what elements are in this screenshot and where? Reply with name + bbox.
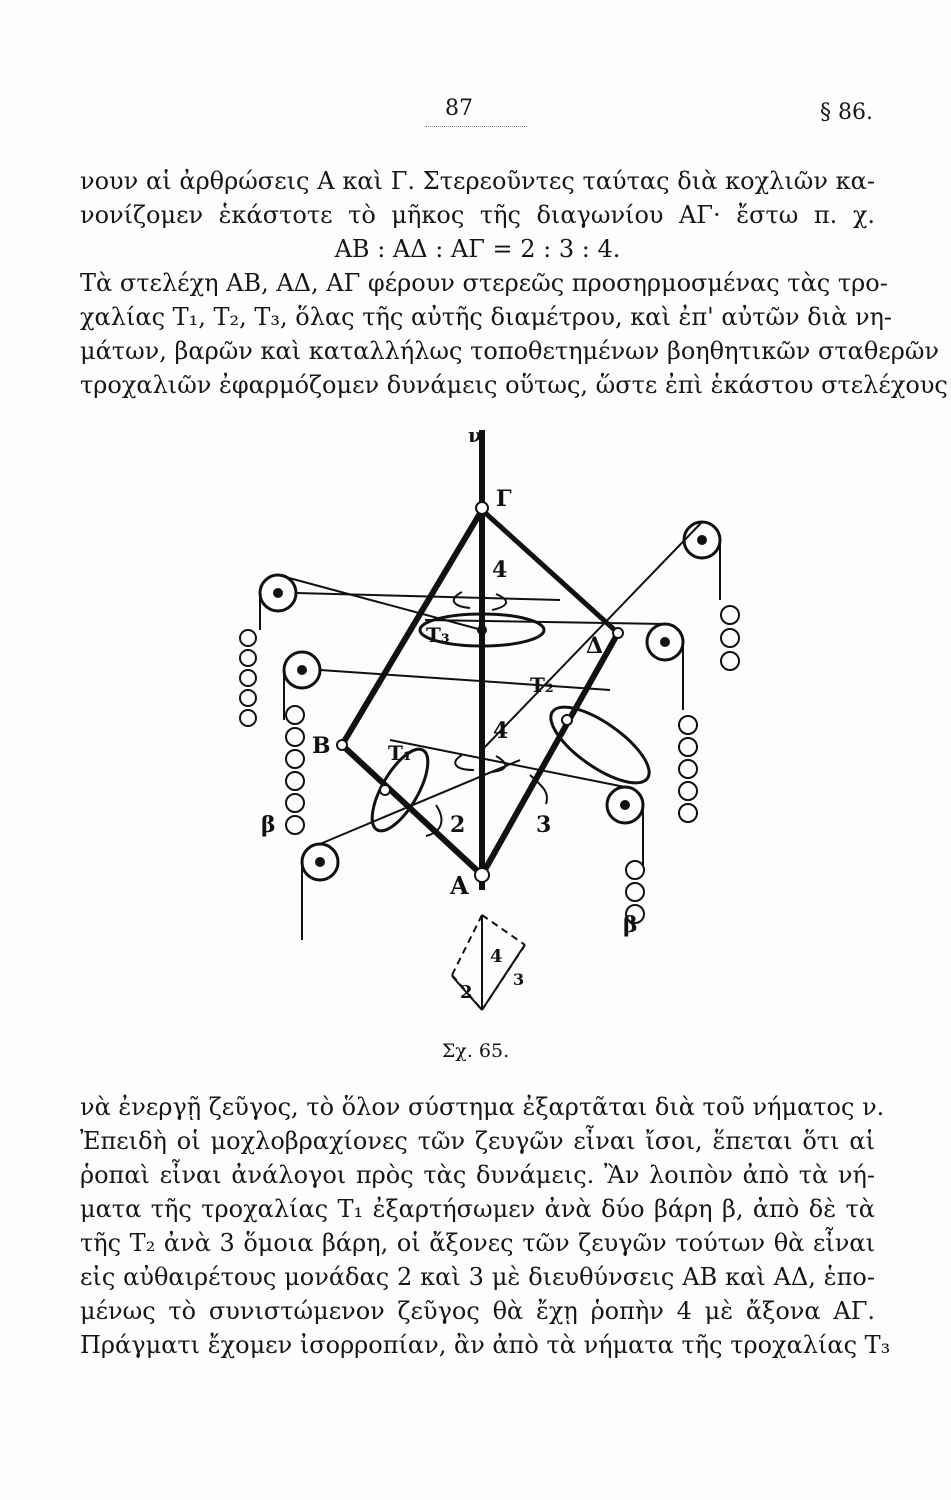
text-line: Ἐπειδὴ οἱ μοχλοβραχίονες τῶν ζευγῶν εἶναι ἴσοι, ἕπεται ὅτι αἱ (80, 1127, 875, 1155)
running-head (0, 96, 951, 136)
label-vec-two: 2 (460, 982, 473, 1003)
label-alpha: Α (450, 871, 469, 900)
weights-left-mid (286, 706, 304, 834)
text-line: νουν αἱ ἀρθρώσεις Α καὶ Γ. Στερεοῦντες ταύτας διὰ κοχλιῶν κα- (80, 167, 875, 195)
rotation-arrow (492, 594, 506, 610)
weights-left-top (240, 630, 256, 726)
rod-delta-alpha (482, 633, 618, 875)
label-two: 2 (450, 812, 466, 838)
label-vec-three: 3 (513, 970, 525, 989)
text-line: τροχαλιῶν ἐφαρμόζομεν δυνάμεις οὕτως, ὥστε ἐπὶ ἑκάστου στελέχους (80, 371, 948, 399)
label-four-top: 4 (492, 557, 508, 583)
label-beta: Β (312, 733, 331, 759)
header-rule (425, 126, 527, 127)
label-t1: T₁ (388, 741, 412, 765)
text-line: χαλίας T₁, T₂, T₃, ὅλας τῆς αὐτῆς διαμέτρου, καὶ ἐπ' αὐτῶν διὰ νη- (80, 303, 893, 331)
text-line: Πράγματι ἔχομεν ἰσορροπίαν, ἂν ἀπὸ τὰ νήματα τῆς τροχαλίας T₃ (80, 1331, 891, 1359)
text-line: νονίζομεν ἑκάστοτε τὸ μῆκος τῆς διαγωνίου ΑΓ· ἔστω π. χ. (80, 201, 875, 229)
label-three: 3 (536, 812, 552, 838)
top-paragraph (80, 164, 948, 402)
label-beta-left: β (261, 812, 276, 838)
label-vec-four: 4 (490, 946, 503, 967)
label-delta: Δ (586, 633, 604, 659)
text-line: Τὰ στελέχη ΑΒ, ΑΔ, ΑΓ φέρουν στερεῶς προσηρμοσμένας τὰς τρο- (80, 269, 888, 297)
bottom-paragraph (80, 1090, 891, 1362)
pulley-diagram (230, 420, 750, 1060)
rotation-arrow (454, 592, 470, 608)
label-nu: ν (468, 423, 482, 447)
text-line: μένως τὸ συνιστώμενον ζεῦγος θὰ ἔχῃ ῥοπὴν 4 μὲ ἄξονα ΑΓ. (80, 1297, 875, 1325)
figure-caption: Σχ. 65. (441, 1040, 510, 1062)
joint-gamma (476, 502, 488, 514)
text-line: νὰ ἐνεργῇ ζεῦγος, τὸ ὅλον σύστημα ἐξαρτᾶται διὰ τοῦ νήματος ν. (80, 1093, 885, 1121)
label-t3: T₃ (426, 623, 450, 647)
rod-gamma-beta (342, 510, 482, 745)
text-line: μάτων, βαρῶν καὶ καταλλήλως τοποθετημένων βοηθητικῶν σταθερῶν (80, 337, 939, 365)
section-number: § 86. (820, 100, 873, 125)
label-beta-right: β (623, 912, 638, 938)
joint-beta (337, 740, 347, 750)
text-line: ῥοπαὶ εἶναι ἀνάλογοι πρὸς τὰς δυνάμεις. Ἂν λοιπὸν ἀπὸ τὰ νή- (80, 1161, 875, 1189)
label-gamma: Γ (496, 486, 512, 512)
rod-beta-alpha (342, 745, 482, 875)
figure-65 (230, 420, 750, 1060)
page-number: 87 (445, 96, 473, 121)
ratio-line: ΑΒ : ΑΔ : ΑΓ = 2 : 3 : 4. (334, 235, 621, 263)
weights-right-mid (679, 716, 697, 822)
weights-right-top (721, 606, 739, 670)
label-four-mid: 4 (493, 718, 509, 744)
label-t2: T₂ (530, 673, 554, 697)
text-line: τῆς T₂ ἀνὰ 3 ὅμοια βάρη, οἱ ἄξονες τῶν ζευγῶν τούτων θὰ εἶναι (80, 1229, 875, 1257)
text-line: ματα τῆς τροχαλίας T₁ ἐξαρτήσωμεν ἀνὰ δύο βάρη β, ἀπὸ δὲ τὰ (80, 1195, 875, 1223)
text-line: εἰς αὐθαιρέτους μονάδας 2 καὶ 3 μὲ διευθύνσεις ΑΒ καὶ ΑΔ, ἑπο- (80, 1263, 875, 1291)
joint-alpha (475, 868, 489, 882)
joint-delta (613, 628, 623, 638)
